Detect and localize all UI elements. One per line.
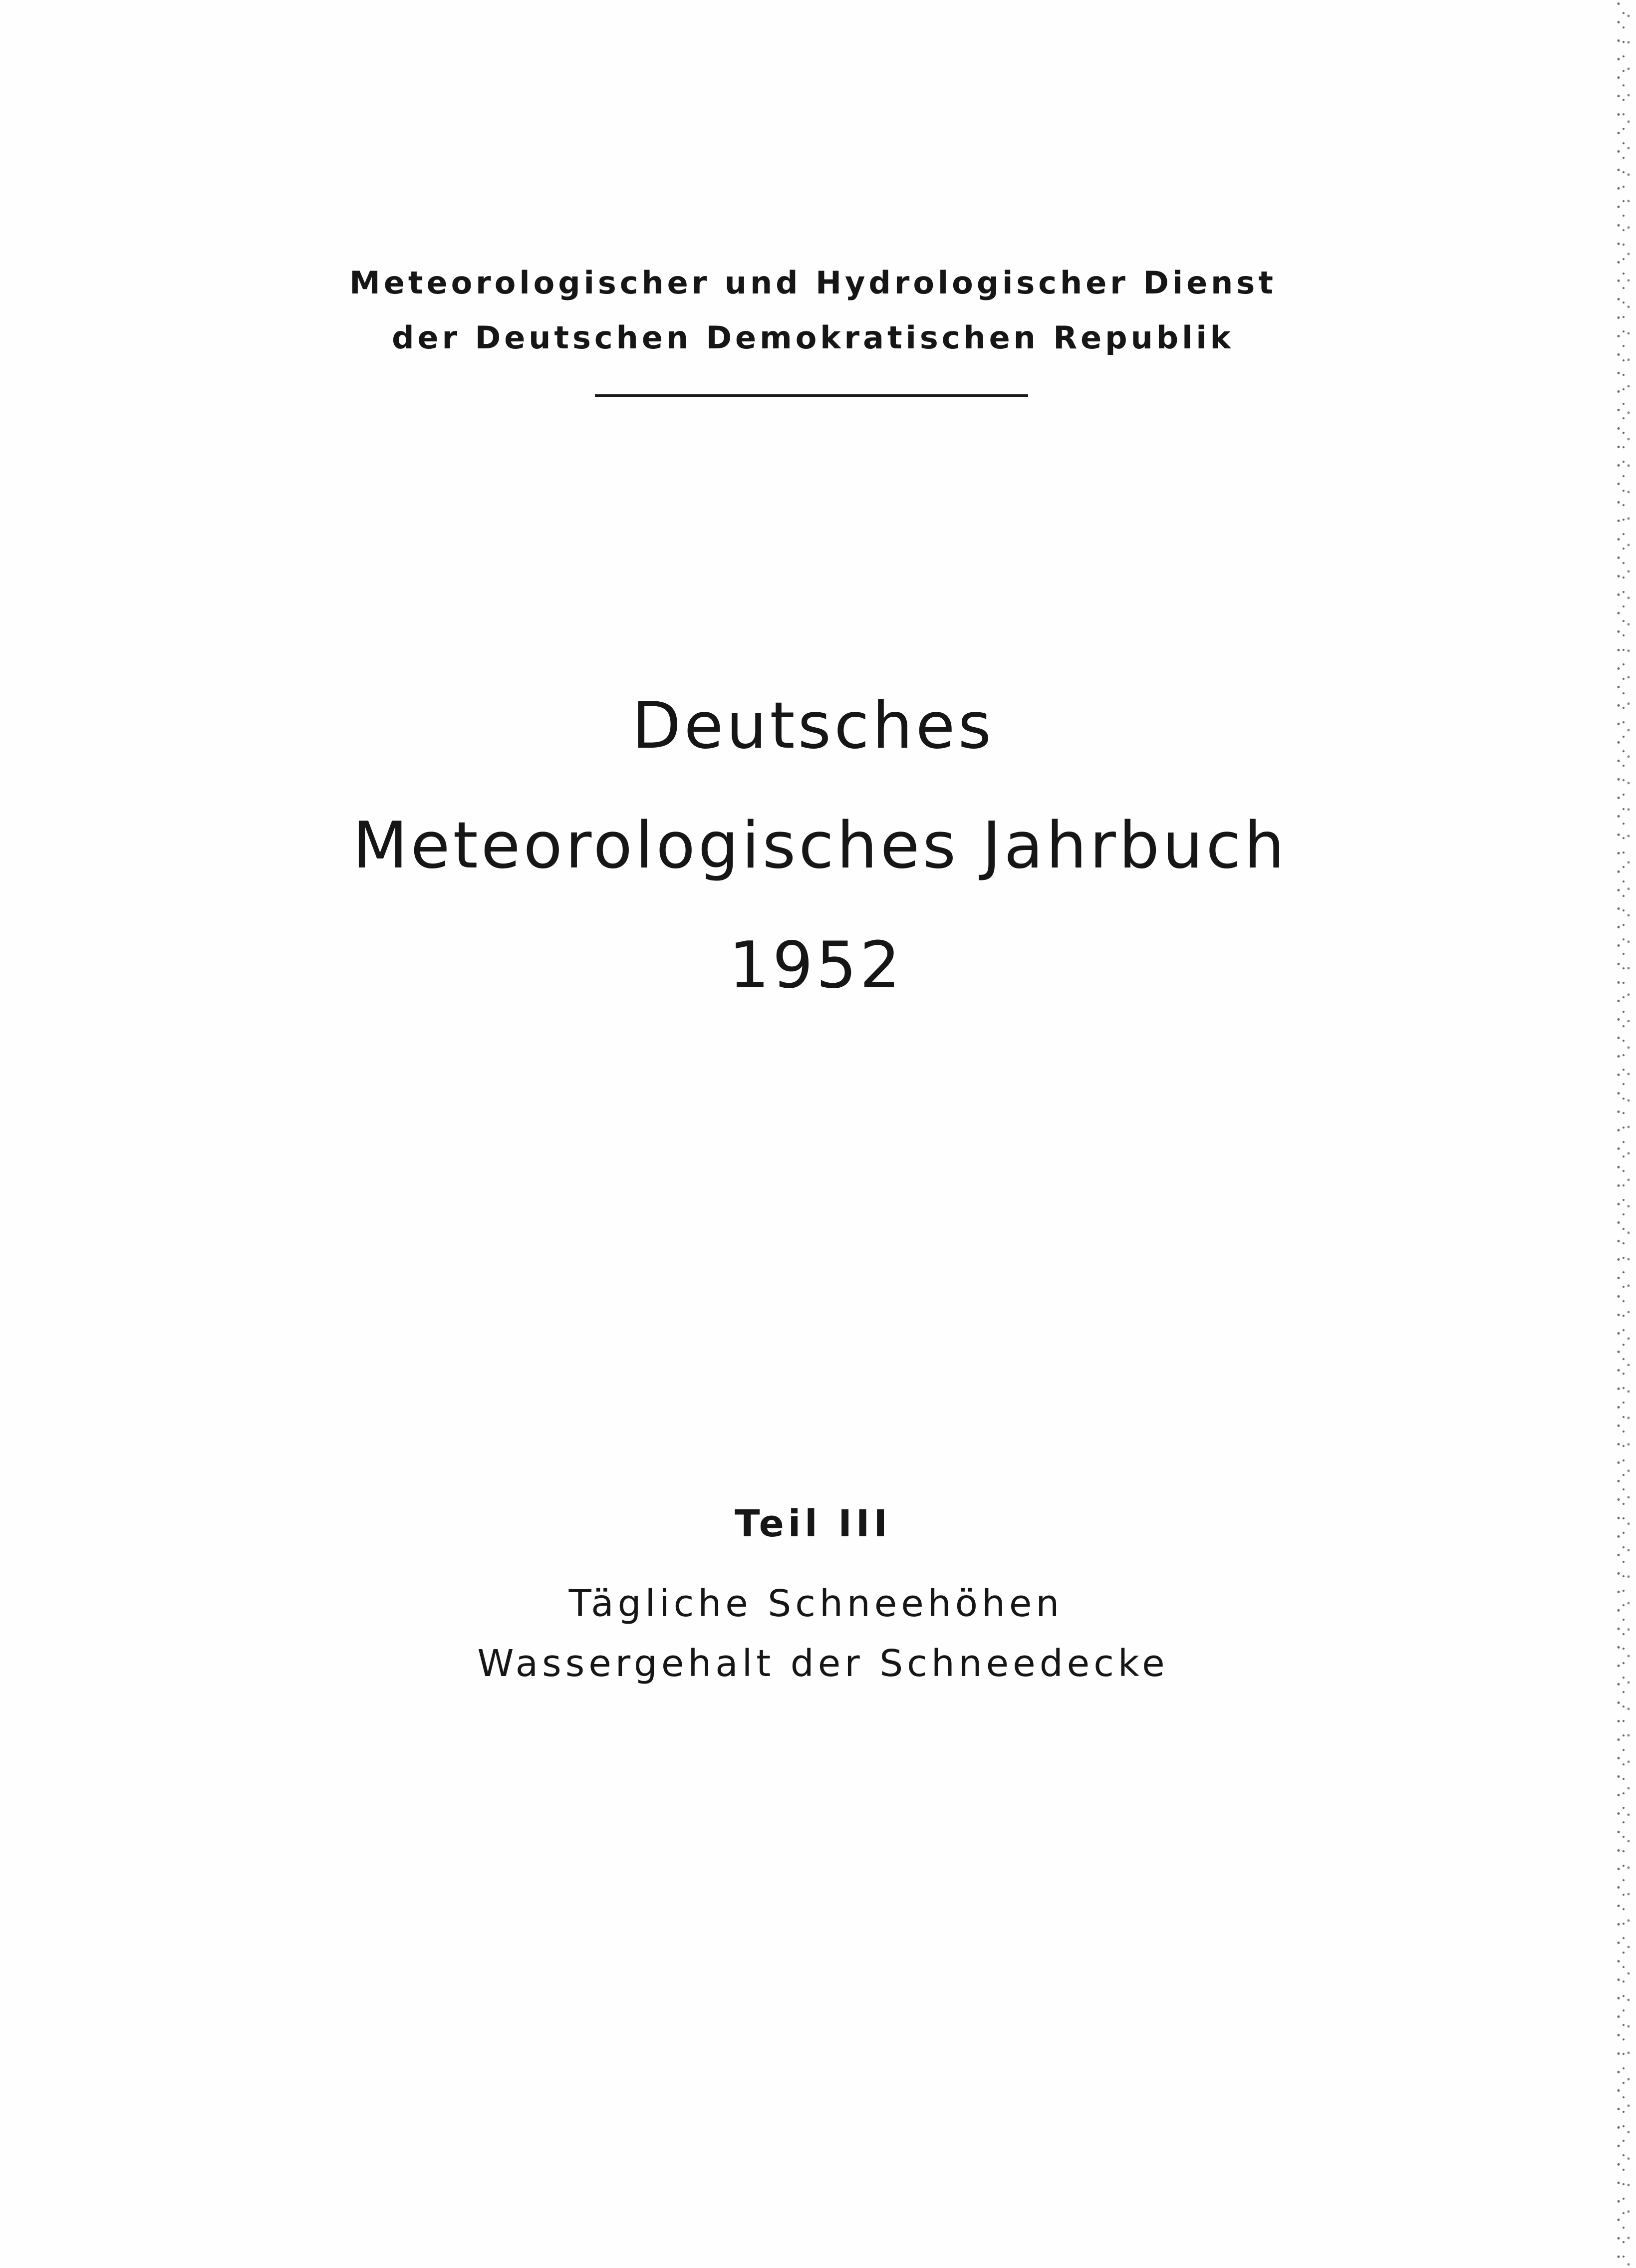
title-line-1: Deutsches (631, 689, 995, 763)
scan-edge-noise (1611, 0, 1636, 2268)
part-subtitle-2: Wassergehalt der Schneedecke (477, 1642, 1169, 1685)
title-year: 1952 (729, 928, 903, 1003)
header-divider (595, 394, 1028, 397)
title-line-2: Meteorologisches Jahrbuch (352, 809, 1288, 883)
institution-line-2: der Deutschen Demokratischen Republik (392, 319, 1234, 356)
part-label: Teil III (735, 1502, 891, 1545)
part-subtitle-1: Tägliche Schneehöhen (568, 1582, 1064, 1625)
institution-line-1: Meteorologischer und Hydrologischer Dienst (349, 265, 1277, 301)
